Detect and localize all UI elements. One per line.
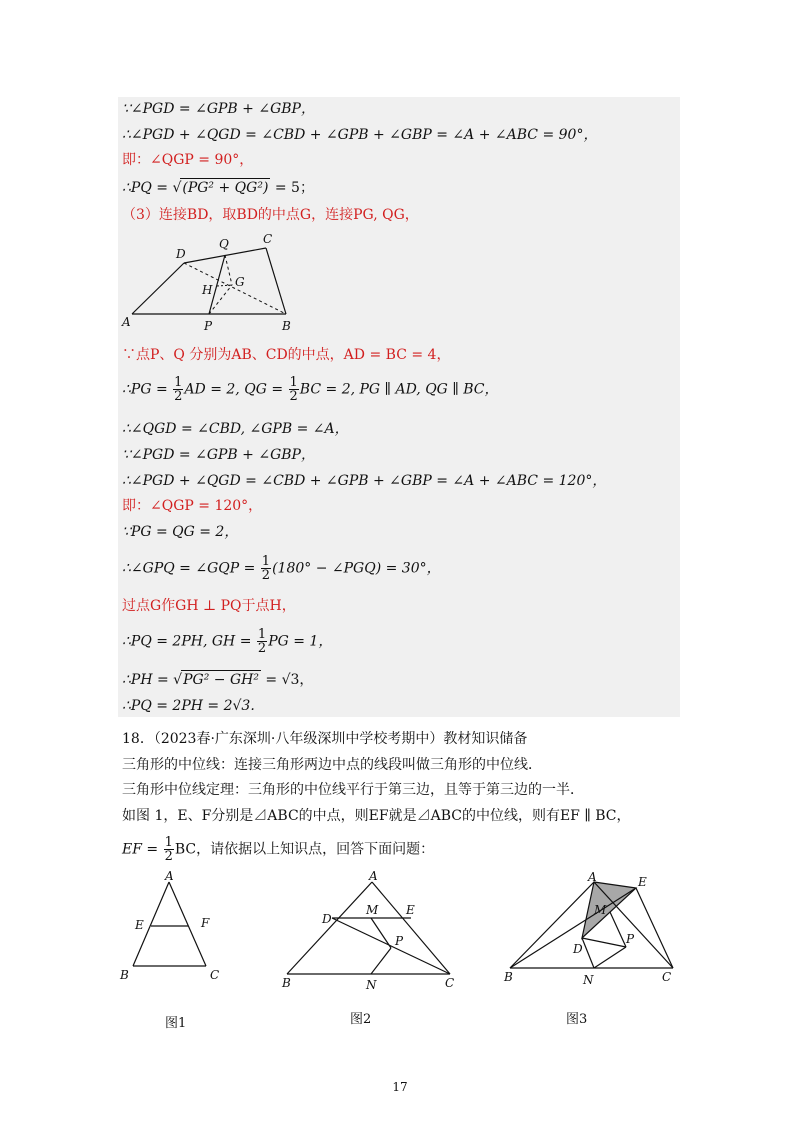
fig1-caption: 图1 (165, 1016, 187, 1031)
page-number: 17 (392, 1080, 408, 1094)
fig3-label-E: E (638, 875, 647, 889)
solution-line-11: 即：∠QGP = 120°， (122, 498, 263, 514)
solution-line-17: ∴PQ = 2PH = 2√3. (122, 698, 255, 714)
label-G: G (235, 275, 245, 289)
label-H: H (202, 283, 213, 297)
fig2-label-B: B (282, 976, 291, 990)
solution-line-6: ∵点P、Q 分别为AB、CD的中点，AD = BC = 4， (122, 347, 451, 363)
solution-line-10: ∴∠PGD + ∠QGD = ∠CBD + ∠GPB + ∠GBP = ∠A + ∠ABC = 120°， (122, 473, 607, 489)
solution-line-9: ∵∠PGD = ∠GPB + ∠GBP， (122, 447, 315, 463)
fig1-label-C: C (210, 968, 220, 982)
solution-line-3: 即：∠QGP = 90°， (122, 152, 254, 168)
solution-line-16: ∴PH = √PG² − GH² = √3， (122, 672, 314, 688)
fig2-label-E: E (406, 903, 415, 917)
label-P: P (204, 319, 213, 333)
fig2-label-C: C (445, 976, 455, 990)
figure-2 (275, 868, 465, 993)
fig3-label-P: P (626, 932, 635, 946)
fig1-label-E: E (135, 918, 144, 932)
problem-theorem: 三角形中位线定理：三角形的中位线平行于第三边，且等于第三边的一半． (122, 782, 584, 798)
solution-line-13: ∴∠GPQ = ∠GQP = $\frac{1}{2}$ (180° − ∠PGQ) = 30°， (122, 554, 441, 583)
label-B: B (282, 319, 291, 333)
label-Q: Q (219, 237, 229, 251)
fig2-label-N: N (366, 978, 377, 992)
fig2-label-A: A (369, 869, 378, 883)
solution-line-12: ∵PG = QG = 2， (122, 524, 239, 540)
solution-line-14: 过点G作GH ⊥ PQ于点H， (122, 598, 296, 614)
solution-line-7: ∴PG = $\frac{1}{2}$ AD = 2, QG = $\frac{1}{2}$ BC = 2, PG ∥ AD, QG ∥ BC， (122, 375, 499, 404)
fig2-label-D: D (322, 912, 332, 926)
label-A: A (122, 315, 131, 329)
solution-line-4: ∴PQ = √(PG² + QG²) = 5； (122, 180, 314, 196)
solution-line-1: ∵∠PGD = ∠GPB + ∠GBP， (122, 101, 315, 117)
label-C: C (263, 232, 273, 246)
solution-line-8: ∴∠QGD = ∠CBD, ∠GPB = ∠A， (122, 421, 349, 437)
problem-heading: 18．（2023春·广东深圳·八年级深圳中学校考期中）教材知识储备 (122, 731, 528, 747)
fig1-label-F: F (201, 916, 210, 930)
label-D: D (176, 247, 186, 261)
fig3-label-D: D (573, 942, 583, 956)
fig2-label-M: M (366, 903, 379, 917)
fig1-label-B: B (120, 968, 129, 982)
problem-definition: 三角形的中位线：连接三角形两边中点的线段叫做三角形的中位线． (122, 757, 542, 773)
fig3-label-N: N (583, 973, 594, 987)
fig1-label-A: A (165, 869, 174, 883)
fig2-label-P: P (395, 934, 404, 948)
fig3-caption: 图3 (566, 1012, 588, 1027)
problem-example: 如图 1，E、F分别是⊿ABC的中点，则EF就是⊿ABC的中位线，则有EF ∥ BC， (122, 808, 631, 824)
fig3-label-A: A (588, 870, 597, 884)
solution-line-15: ∴PQ = 2PH, GH = $\frac{1}{2}$ PG = 1， (122, 627, 333, 656)
figure-1 (115, 868, 235, 988)
fig3-label-M: M (594, 903, 607, 917)
solution-line-2: ∴∠PGD + ∠QGD = ∠CBD + ∠GPB + ∠GBP = ∠A + ∠ABC = 90°， (122, 127, 598, 143)
figure-3 (498, 866, 683, 991)
solution-line-5: （3）连接BD，取BD的中点G，连接PG, QG， (122, 207, 419, 223)
fig2-caption: 图2 (350, 1012, 372, 1027)
problem-formula: EF = $\frac{1}{2}$ BC，请依据以上知识点，回答下面问题： (122, 835, 435, 864)
fig3-label-B: B (504, 970, 513, 984)
quadrilateral-figure (120, 228, 296, 336)
shaded-triangle (582, 882, 636, 938)
fig3-label-C: C (662, 970, 672, 984)
